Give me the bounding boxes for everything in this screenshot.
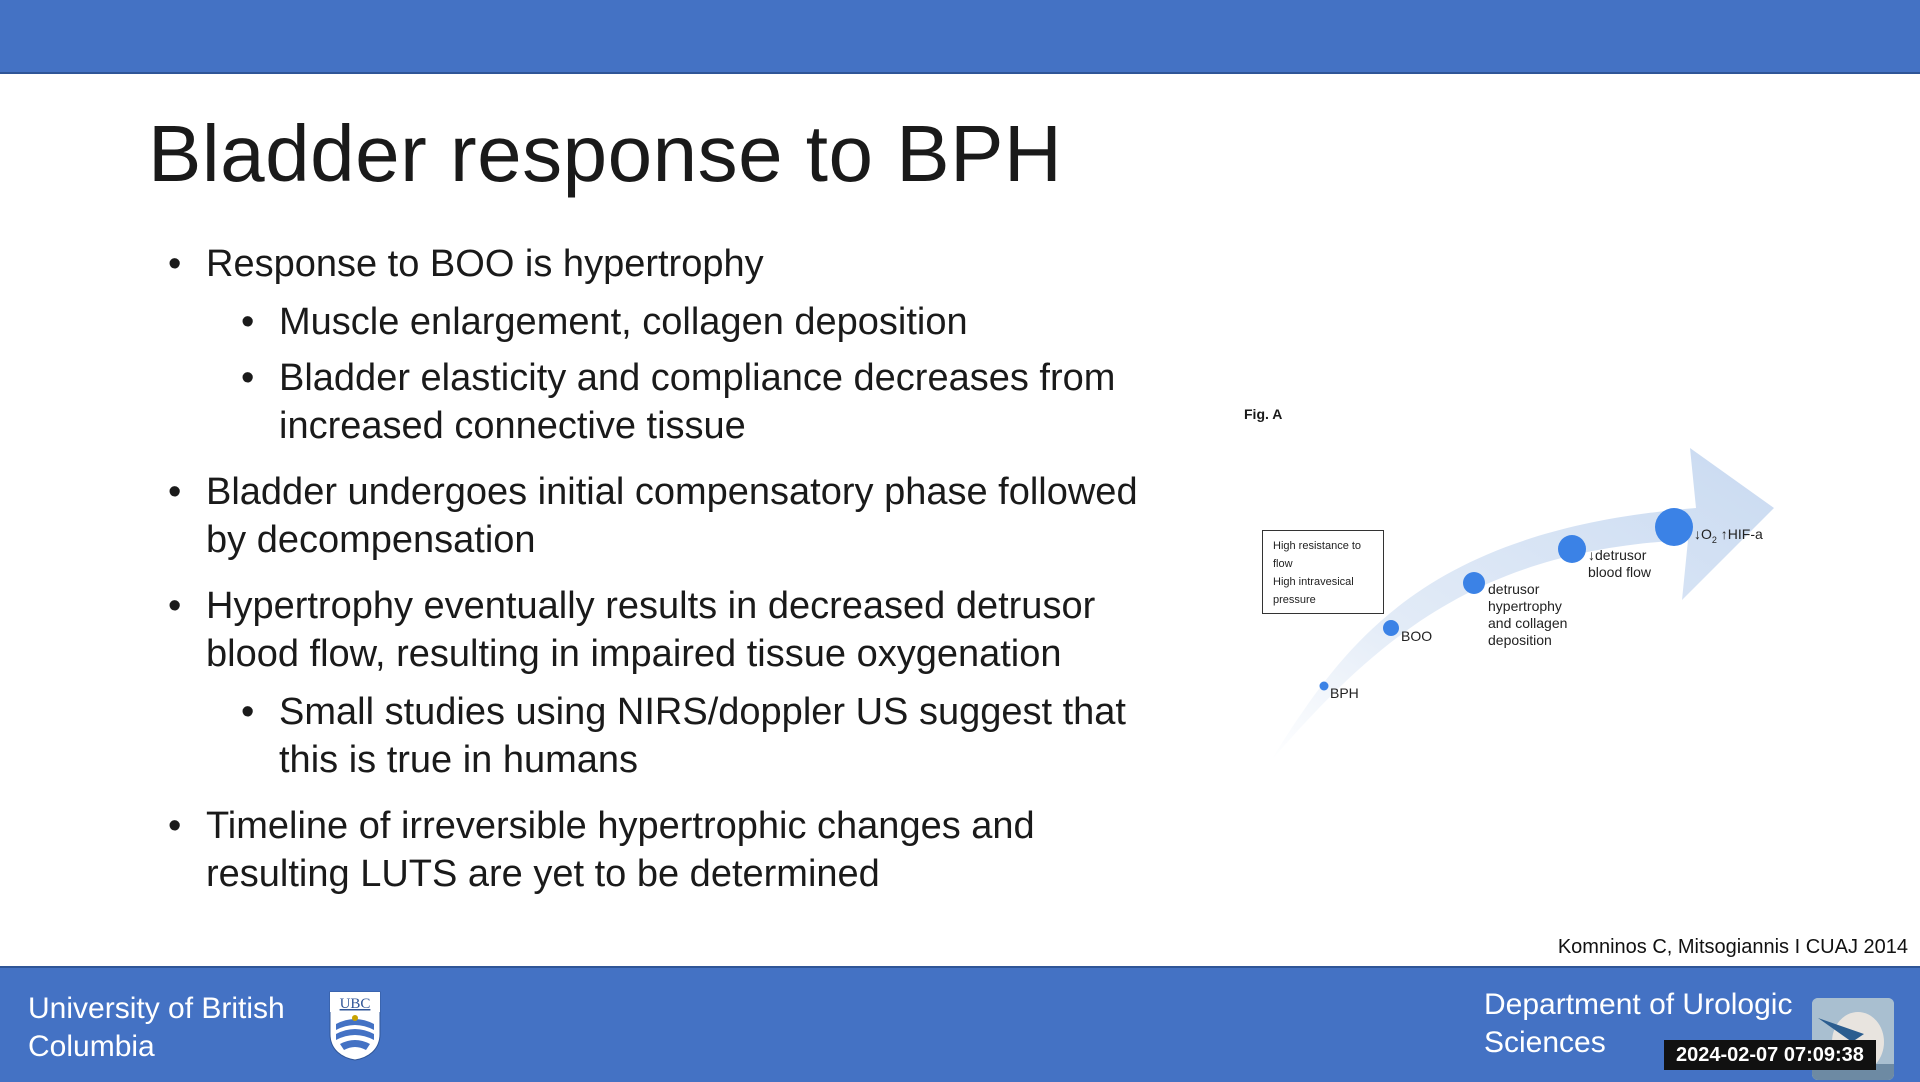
sub-bullet-item: • Bladder elasticity and compliance decreases from increased connective tissue bbox=[241, 354, 1168, 450]
pressure-note-box bbox=[1262, 530, 1384, 614]
sub-bullet-item: • Small studies using NIRS/doppler US suggest that this is true in humans bbox=[241, 688, 1168, 784]
step-blood-flow-label: ↓detrusor blood flow bbox=[1588, 547, 1652, 580]
ubc-logo-text: UBC bbox=[339, 996, 371, 1012]
sub-bullet-item: • Muscle enlargement, collagen deposition bbox=[241, 298, 1168, 346]
dot-blood-flow bbox=[1558, 535, 1586, 563]
bottom-banner bbox=[0, 966, 1920, 1082]
hif-label: ↑HIF-a bbox=[1716, 526, 1763, 542]
dot-bph bbox=[1320, 682, 1329, 691]
bullet-item: • Hypertrophy eventually results in decreased detrusor blood flow, resulting in impaired tissue oxygenation bbox=[168, 582, 1168, 678]
slide-title: Bladder response to BPH bbox=[148, 109, 1063, 198]
bullet-item: • Response to BOO is hypertrophy bbox=[168, 240, 1168, 288]
figure-label: Fig. A bbox=[1244, 406, 1283, 422]
step-detrusor-label: detrusor hypertrophy and collagen deposition bbox=[1488, 581, 1568, 648]
box-line-1: High resistance to flow bbox=[1273, 540, 1362, 570]
university-name: University of British Columbia bbox=[28, 992, 285, 1063]
dot-detrusor bbox=[1463, 572, 1485, 594]
oxygen-prefix: ↓O bbox=[1694, 526, 1712, 542]
dot-o2 bbox=[1655, 508, 1693, 546]
dot-boo bbox=[1383, 620, 1399, 636]
ubc-crest-logo bbox=[328, 990, 382, 1062]
bullet-item: • Timeline of irreversible hypertrophic changes and resulting LUTS are yet to be determined bbox=[168, 802, 1168, 898]
box-line-2: High intravesical pressure bbox=[1273, 576, 1354, 606]
step-bph-label: BPH bbox=[1330, 685, 1359, 701]
step-oxygen-label bbox=[1694, 526, 1763, 549]
bullet-list bbox=[168, 240, 1168, 908]
department-name: Department of Urologic Sciences bbox=[1484, 988, 1793, 1059]
step-boo-label: BOO bbox=[1401, 628, 1433, 644]
oxygen-subscript: 2 bbox=[1711, 534, 1717, 545]
figure-bladder-progression bbox=[1236, 390, 1796, 770]
recording-timestamp: 2024-02-07 07:09:38 bbox=[1664, 1040, 1876, 1070]
top-banner bbox=[0, 0, 1920, 74]
citation: Komninos C, Mitsogiannis I CUAJ 2014 bbox=[1557, 936, 1908, 958]
bullet-item: • Bladder undergoes initial compensatory phase followed by decompensation bbox=[168, 468, 1168, 564]
